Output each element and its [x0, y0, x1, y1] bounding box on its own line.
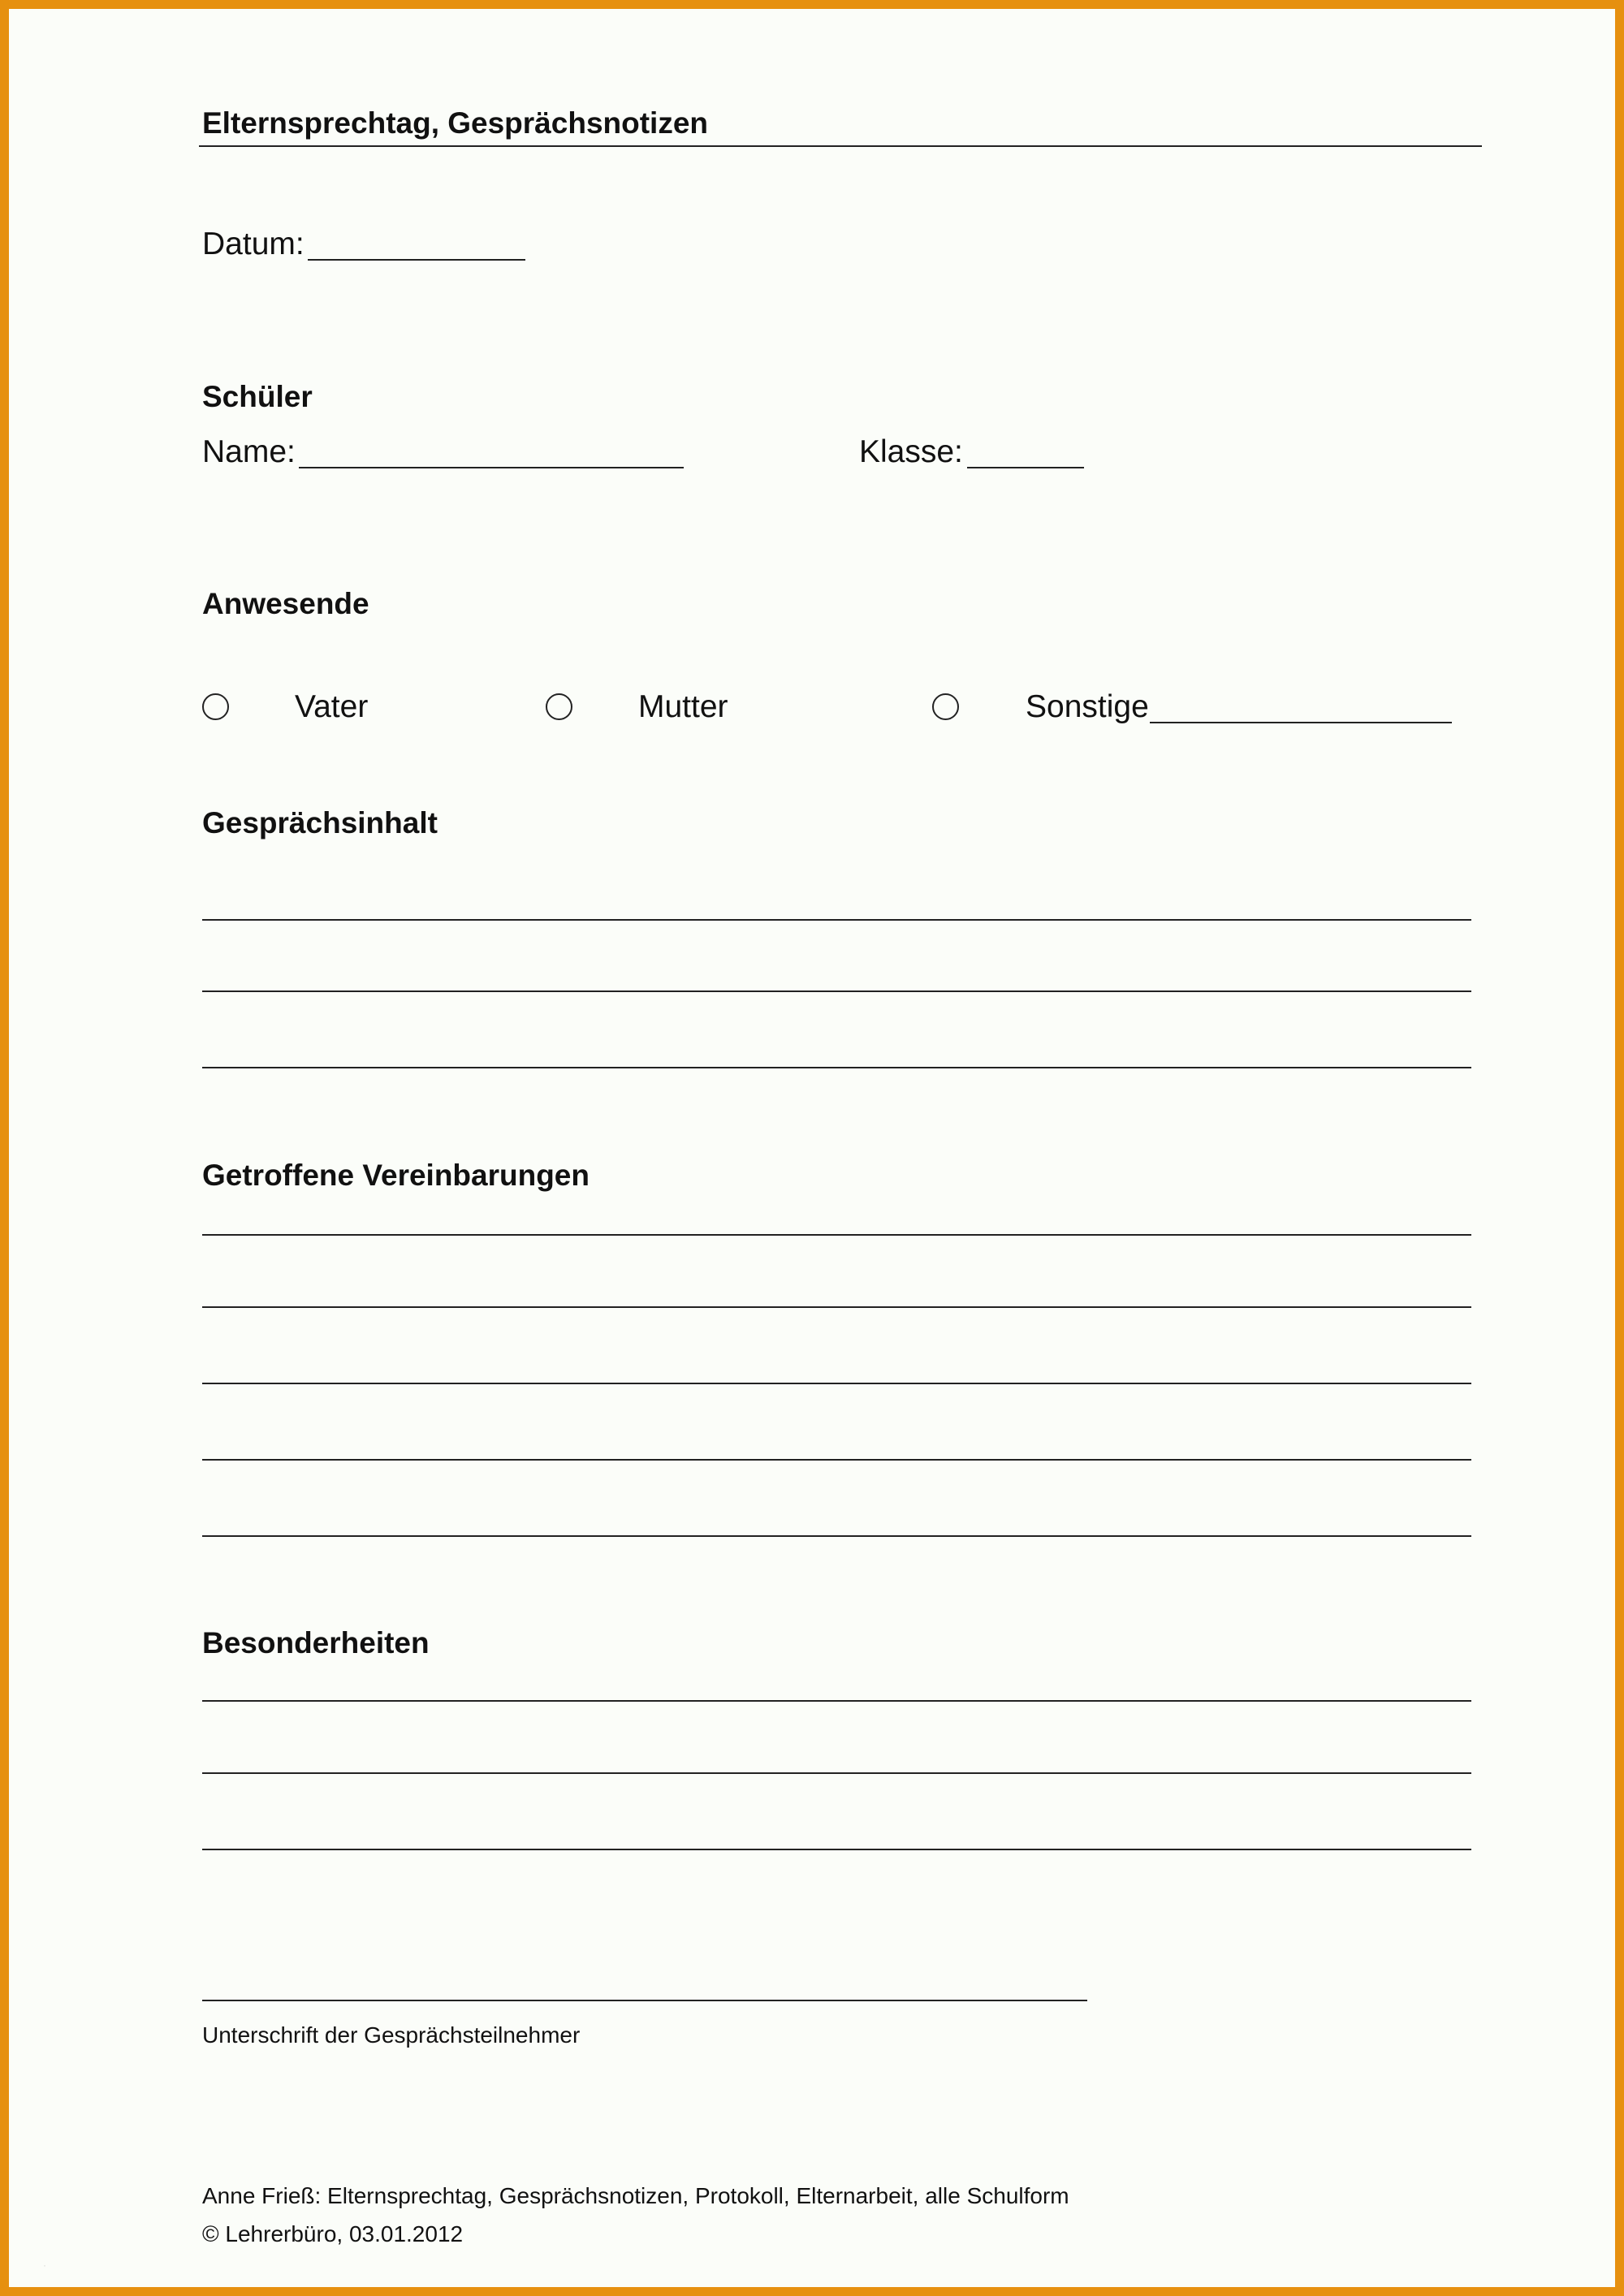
agreements-line[interactable]: [202, 1234, 1471, 1236]
agreements-line[interactable]: [202, 1306, 1471, 1308]
student-class-label: Klasse:: [859, 434, 963, 469]
student-heading: Schüler: [202, 380, 313, 413]
attendee-mother-label: Mutter: [638, 689, 728, 724]
page-title: Elternsprechtag, Gesprächsnotizen: [202, 106, 709, 140]
content-line[interactable]: [202, 919, 1471, 921]
special-line[interactable]: [202, 1849, 1471, 1850]
student-class-field[interactable]: [967, 467, 1084, 468]
attendee-other-field[interactable]: [1150, 722, 1452, 723]
footer-source: Anne Frieß: Elternsprechtag, Gesprächsnotizen, Protokoll, Elternarbeit, alle Schulform: [202, 2183, 1069, 2208]
document-page: [9, 9, 1615, 2287]
attendee-other-label: Sonstige: [1026, 689, 1149, 724]
date-field[interactable]: [308, 259, 525, 261]
watermark-mark: ·: [43, 2259, 46, 2271]
agreements-line[interactable]: [202, 1383, 1471, 1384]
agreements-heading: Getroffene Vereinbarungen: [202, 1159, 590, 1192]
special-line[interactable]: [202, 1700, 1471, 1702]
student-name-label: Name:: [202, 434, 296, 469]
content-heading: Gesprächsinhalt: [202, 806, 438, 839]
footer-copyright: © Lehrerbüro, 03.01.2012: [202, 2221, 464, 2246]
signature-caption: Unterschrift der Gesprächsteilnehmer: [202, 2022, 581, 2048]
signature-line[interactable]: [202, 2000, 1087, 2001]
date-label: Datum:: [202, 227, 304, 261]
title-underline: [199, 145, 1482, 147]
special-heading: Besonderheiten: [202, 1626, 430, 1659]
attendees-heading: Anwesende: [202, 587, 369, 620]
attendee-mother-radio[interactable]: [546, 693, 572, 720]
attendee-other-radio[interactable]: [932, 693, 959, 720]
attendee-father-label: Vater: [295, 689, 369, 724]
content-line[interactable]: [202, 990, 1471, 992]
student-name-field[interactable]: [299, 467, 684, 468]
agreements-line[interactable]: [202, 1535, 1471, 1537]
agreements-line[interactable]: [202, 1459, 1471, 1461]
attendee-father-radio[interactable]: [202, 693, 229, 720]
special-line[interactable]: [202, 1772, 1471, 1774]
content-line[interactable]: [202, 1067, 1471, 1068]
